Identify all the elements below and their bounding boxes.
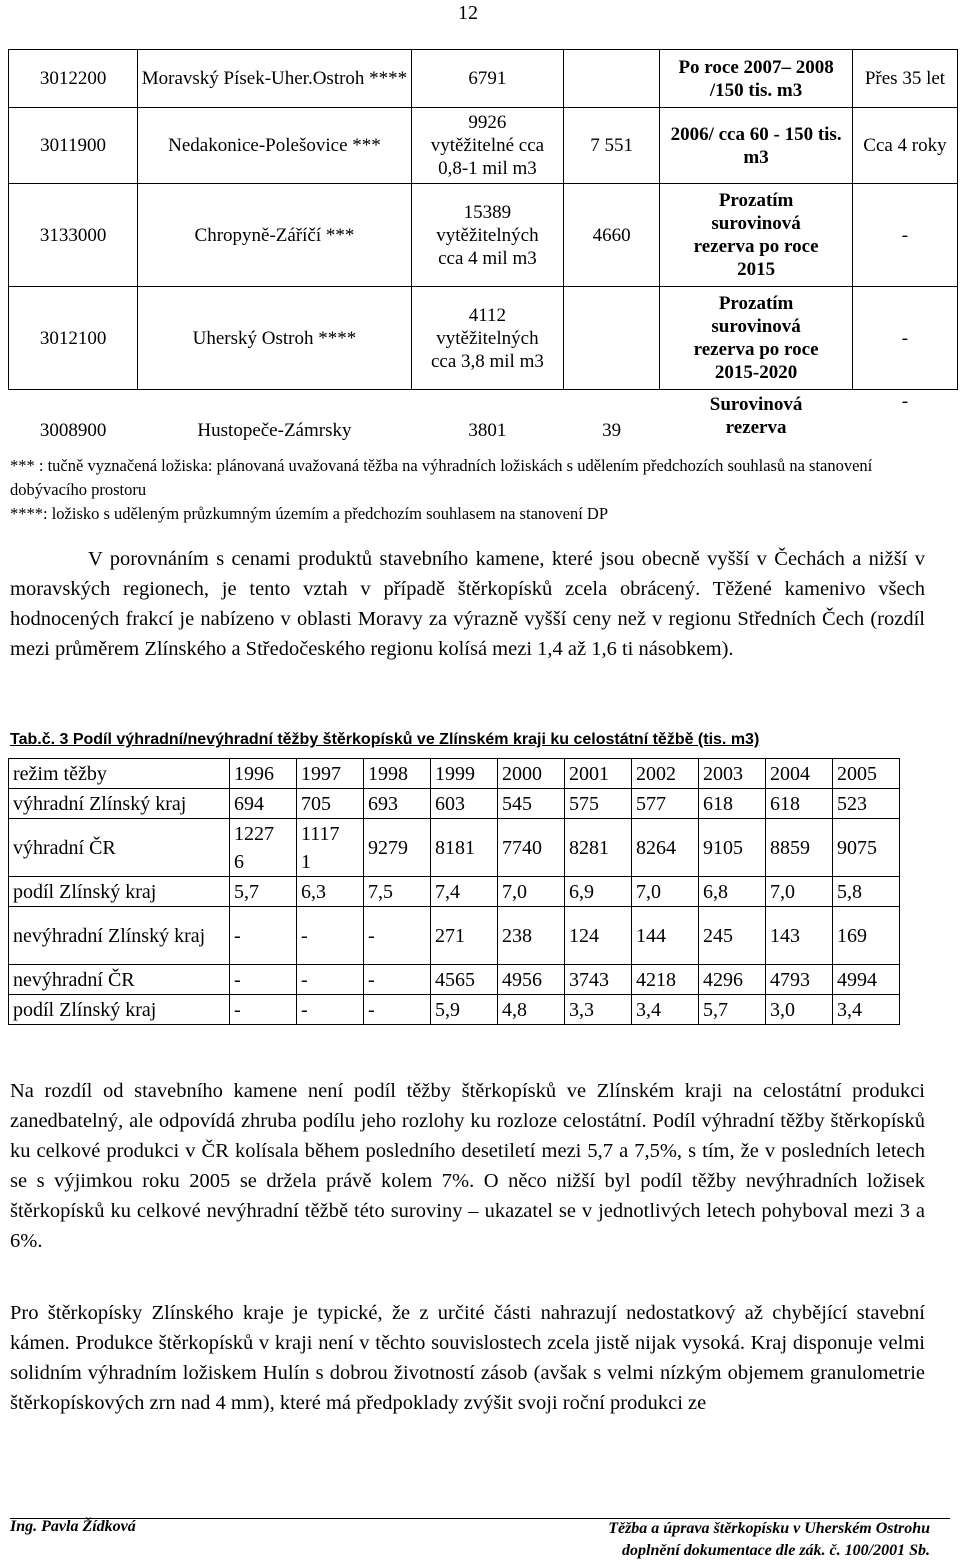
plan-line: Prozatím [718, 293, 794, 314]
deposit-plan: Po roce 2007– 2008 /150 tis. m3 [660, 50, 853, 108]
table-row [9, 789, 900, 819]
deposit-name: Nedakonice-Polešovice *** [138, 108, 412, 184]
table-cell: 7,0 [766, 877, 833, 907]
deposit-merged: 4660 [564, 184, 660, 287]
table-cell: 618 [766, 789, 833, 819]
row-label: výhradní Zlínský kraj [9, 789, 230, 819]
paragraph-price-comparison: V porovnáním s cenami produktů stavebního kamene, které jsou obecně vyšší v Čechách a nižší v moravských regionech, je tento vztah v případě štěrkopísků zcela obrácený. Těžené kamenivo všech hodnocených frakcí je nabízeno v oblasti Moravy za výrazně vyšší ceny než v regionu Středních Čech (rozdíl mezi průměrem Zlínského a Středočeského regionu kolísá mezi 1,4 až 1,6 ti násobkem). [10, 548, 925, 660]
header-cell: 1997 [297, 759, 364, 789]
table-cell: - [230, 995, 297, 1025]
table-cell: 124 [565, 907, 632, 965]
deposit-mined [411, 287, 563, 390]
table-cell: 705 [297, 789, 364, 819]
table-caption: Tab.č. 3 Podíl výhradní/nevýhradní těžby štěrkopísků ve Zlínském kraji ku celostátní těžbě (tis. m3) [10, 731, 760, 748]
table-cell: - [297, 965, 364, 995]
row-label: výhradní ČR [9, 819, 230, 877]
table-cell: 4956 [498, 965, 565, 995]
deposits-table [8, 49, 958, 442]
deposit-code: 3011900 [9, 108, 138, 184]
cell-value: 1117 1 [301, 822, 340, 873]
header-cell: 2004 [766, 759, 833, 789]
plan-line: Surovinová [709, 393, 803, 415]
row-label: podíl Zlínský kraj [9, 877, 230, 907]
deposit-name: Moravský Písek-Uher.Ostroh **** [138, 50, 412, 108]
table-cell: 5,7 [699, 995, 766, 1025]
plan-line: surovinová [711, 213, 801, 234]
table-cell: 169 [833, 907, 900, 965]
deposit-rest: - [901, 391, 909, 412]
table-cell: 5,8 [833, 877, 900, 907]
deposit-name: Uherský Ostroh **** [138, 287, 412, 390]
footnotes [10, 454, 950, 526]
table-cell: 7,5 [364, 877, 431, 907]
header-cell: 2000 [498, 759, 565, 789]
header-cell: 1996 [230, 759, 297, 789]
deposit-rest: - [852, 287, 957, 390]
table-cell: 143 [766, 907, 833, 965]
mined-line: 9926 [468, 112, 507, 133]
plan-line: Prozatím [718, 190, 794, 211]
plan-line: rezerva po roce [693, 339, 819, 360]
header-cell: 2001 [565, 759, 632, 789]
table-cell: 4296 [699, 965, 766, 995]
table-cell: 8281 [565, 819, 632, 877]
table-cell: - [230, 907, 297, 965]
deposit-plan [660, 390, 853, 442]
table-cell: 3,3 [565, 995, 632, 1025]
table-cell: 6,9 [565, 877, 632, 907]
table-row [9, 965, 900, 995]
table-cell: 271 [431, 907, 498, 965]
table-cell: 3743 [565, 965, 632, 995]
deposit-rest: Přes 35 let [852, 50, 957, 108]
table-header-row [9, 759, 900, 789]
row-label: nevýhradní Zlínský kraj [9, 907, 230, 965]
table-cell: 4,8 [498, 995, 565, 1025]
deposit-row [9, 390, 958, 442]
deposit-mined [411, 108, 563, 184]
table-cell: 7740 [498, 819, 565, 877]
deposit-row [9, 184, 958, 287]
table-cell: 6,8 [699, 877, 766, 907]
table-row [9, 995, 900, 1025]
footnote: *** : tučně vyznačená ložiska: plánovaná uvažovaná těžba na výhradních ložiskách s udělením předchozích souhlasů na stanovení dobývacího prostoru [10, 456, 873, 499]
table-cell: 8264 [632, 819, 699, 877]
table-cell: 4793 [766, 965, 833, 995]
mined-line: vytěžitelné cca [430, 135, 545, 156]
paragraph-regional-notes: Pro štěrkopísky Zlínského kraje je typické, že z určité části nahrazují nedostatkový až chybějící stavební kámen. Produkce štěrkopísků v kraji není v těchto souvislostech zcela jistě nijak vysoká. Kraj disponuje velmi solidním výhradním ložiskem Hulín s dobrou životností zásob (avšak s velmi nízkým objemem granulometrie štěrkopískových zrn nad 4 mm), které má předpoklady zvýšit svoji roční produkci ze [10, 1302, 925, 1414]
table-cell: 9105 [699, 819, 766, 877]
production-table [8, 758, 900, 1025]
header-cell: 1999 [431, 759, 498, 789]
table-cell: - [364, 965, 431, 995]
deposit-name: Hustopeče-Zámrsky [197, 419, 352, 441]
mined-line: 4112 [468, 304, 507, 326]
deposit-merged: 7 551 [564, 108, 660, 184]
deposit-mined: 3801 [468, 419, 507, 441]
table-cell: 5,9 [431, 995, 498, 1025]
plan-line: 2015-2020 [714, 362, 798, 383]
table-row [9, 877, 900, 907]
mined-line: 15389 [463, 201, 512, 223]
table-cell: 9075 [833, 819, 900, 877]
table-cell: 7,0 [632, 877, 699, 907]
deposit-rest: - [852, 184, 957, 287]
table-cell: - [364, 995, 431, 1025]
header-cell: 2002 [632, 759, 699, 789]
plan-line: rezerva [725, 416, 787, 438]
mined-line: cca 3,8 mil m3 [430, 350, 544, 372]
table-cell: 7,4 [431, 877, 498, 907]
table-cell: 238 [498, 907, 565, 965]
table-cell: 545 [498, 789, 565, 819]
page-number: 12 [458, 2, 478, 24]
table-cell: 4218 [632, 965, 699, 995]
row-label: podíl Zlínský kraj [9, 995, 230, 1025]
deposit-code: 3012100 [9, 287, 138, 390]
table-cell: 8859 [766, 819, 833, 877]
header-cell: 2003 [699, 759, 766, 789]
deposit-name: Chropyně-Záříčí *** [138, 184, 412, 287]
deposit-plan: 2006/ cca 60 - 150 tis. m3 [660, 108, 853, 184]
table-cell: 575 [565, 789, 632, 819]
table-cell: - [297, 995, 364, 1025]
table-cell: 9279 [364, 819, 431, 877]
mined-line: 0,8-1 mil m3 [438, 158, 537, 179]
table-cell [230, 819, 297, 877]
deposit-plan [660, 184, 853, 287]
table-row [9, 819, 900, 877]
deposit-merged: 39 [602, 419, 622, 441]
footer-title [608, 1518, 930, 1562]
table-cell: 693 [364, 789, 431, 819]
deposit-code: 3008900 [39, 419, 107, 441]
footer-title-line: doplnění dokumentace dle zák. č. 100/2001 Sb. [622, 1542, 930, 1559]
deposit-mined [411, 184, 563, 287]
footer-author: Ing. Pavla Žídková [10, 1518, 136, 1535]
header-cell: režim těžby [9, 759, 230, 789]
deposit-merged [564, 50, 660, 108]
table-cell: 7,0 [498, 877, 565, 907]
table-cell: 4994 [833, 965, 900, 995]
table-cell: 8181 [431, 819, 498, 877]
table-cell: 694 [230, 789, 297, 819]
mined-line: cca 4 mil m3 [438, 247, 537, 269]
table-cell: - [297, 907, 364, 965]
footer-title-line: Těžba a úprava štěrkopísku v Uherském Ostrohu [608, 1520, 930, 1537]
mined-line: vytěžitelných [436, 224, 539, 246]
table-cell: 577 [632, 789, 699, 819]
deposit-mined: 6791 [411, 50, 563, 108]
deposit-code: 3012200 [9, 50, 138, 108]
table-cell [297, 819, 364, 877]
table-cell: 603 [431, 789, 498, 819]
deposit-row [9, 50, 958, 108]
table-row [9, 907, 900, 965]
deposit-rest: Cca 4 roky [852, 108, 957, 184]
table-cell: 5,7 [230, 877, 297, 907]
table-cell: 4565 [431, 965, 498, 995]
table-cell: 618 [699, 789, 766, 819]
table-cell: 523 [833, 789, 900, 819]
deposit-merged [564, 287, 660, 390]
cell-value: 1227 6 [234, 822, 274, 873]
deposit-plan [660, 287, 853, 390]
paragraph-share-analysis: Na rozdíl od stavebního kamene není podíl těžby štěrkopísků ve Zlínském kraji na celostátní produkci zanedbatelný, ale odpovídá zhruba podílu jeho rozlohy ku rozloze celostátní. Podíl výhradní těžby štěrkopísků ku celkové produkci v ČR kolísala během posledního desetiletí mezi 5,7 a 7,5%, s tím, že v posledních letech se s výjimkou roku 2005 se držela právě kolem 7%. O něco nižší byl podíl těžby nevýhradních ložisek štěrkopísků ku celkové nevýhradní těžbě této suroviny – ukazatel se v jednotlivých letech pohyboval mezi 3 a 6%. [10, 1080, 925, 1252]
table-cell: 3,4 [833, 995, 900, 1025]
plan-line: 2015 [737, 259, 776, 280]
row-label: nevýhradní ČR [9, 965, 230, 995]
deposit-row [9, 287, 958, 390]
plan-line: rezerva po roce [693, 236, 819, 257]
footnote: ****: ložisko s uděleným průzkumným územím a předchozím souhlasem na stanovení DP [10, 504, 609, 523]
deposit-row [9, 108, 958, 184]
header-cell: 2005 [833, 759, 900, 789]
table-cell: 3,0 [766, 995, 833, 1025]
table-cell: 6,3 [297, 877, 364, 907]
deposit-code: 3133000 [9, 184, 138, 287]
plan-line: surovinová [711, 316, 801, 337]
table-cell: 245 [699, 907, 766, 965]
table-cell: 144 [632, 907, 699, 965]
table-cell: 3,4 [632, 995, 699, 1025]
header-cell: 1998 [364, 759, 431, 789]
mined-line: vytěžitelných [436, 327, 539, 349]
table-cell: - [230, 965, 297, 995]
table-cell: - [364, 907, 431, 965]
